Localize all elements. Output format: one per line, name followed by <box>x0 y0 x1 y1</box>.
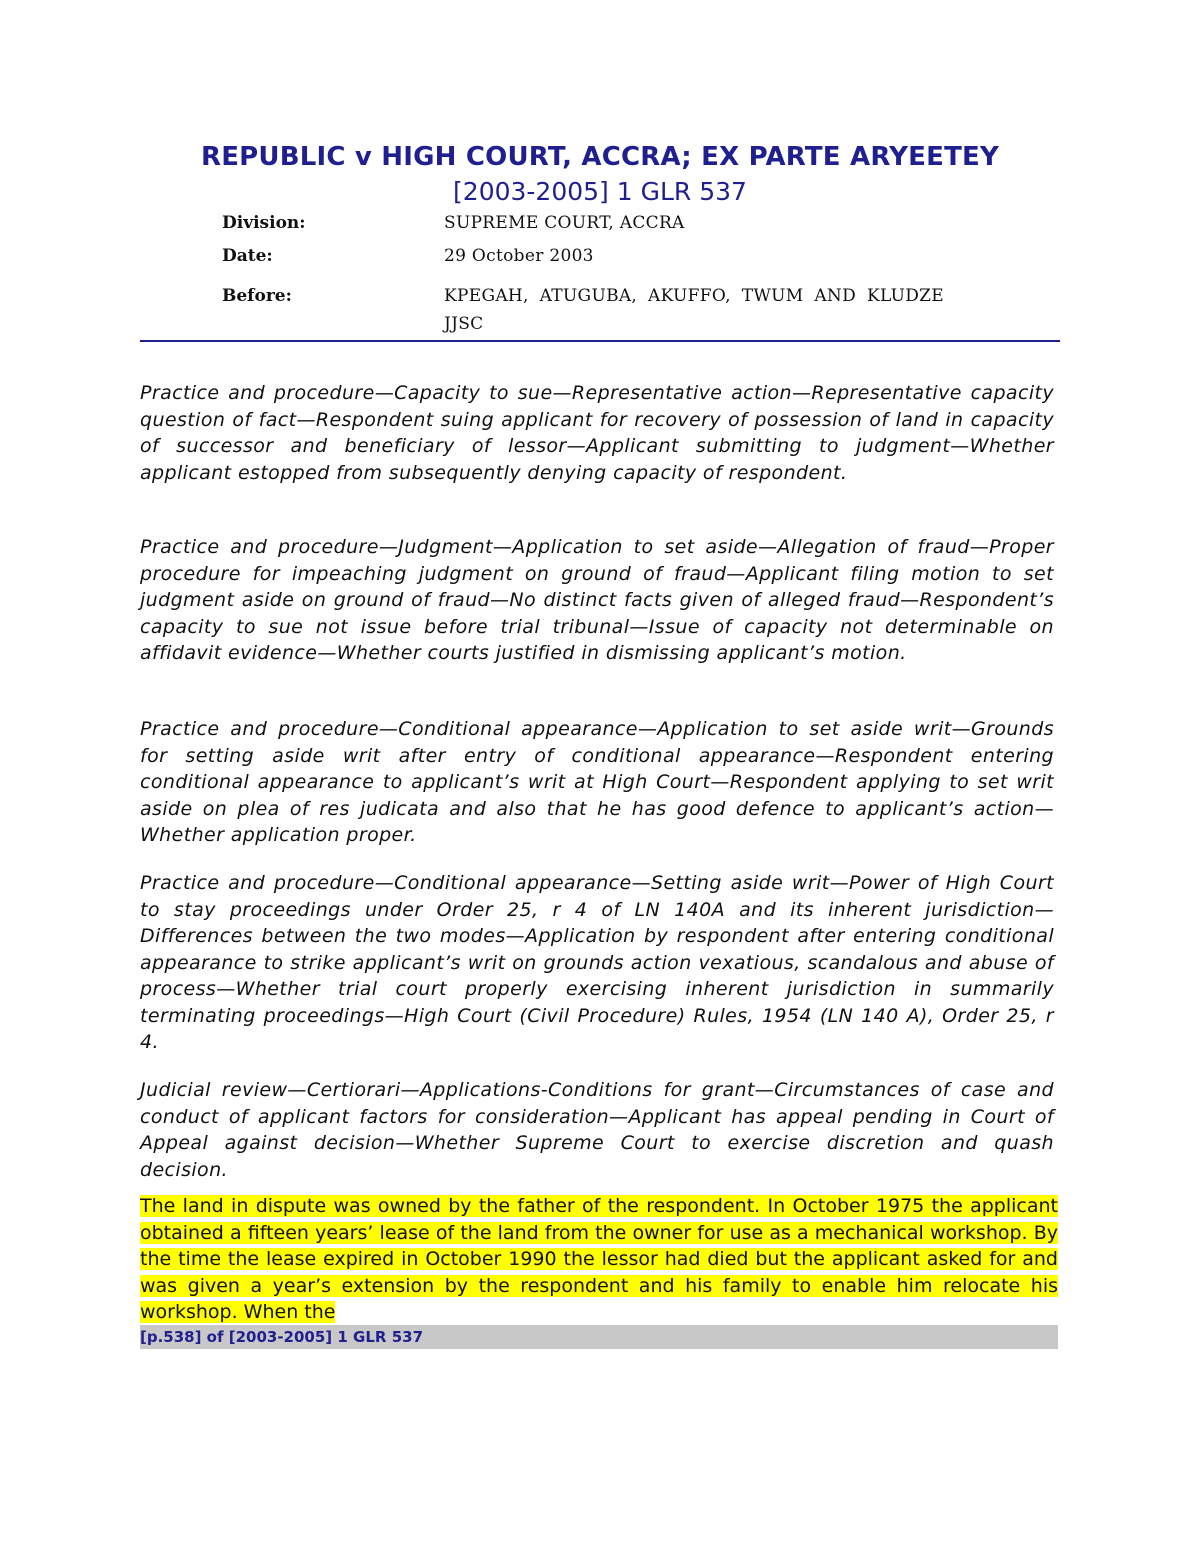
case-title: REPUBLIC v HIGH COURT, ACCRA; EX PARTE ARYEETEY <box>200 142 1000 172</box>
highlighted-facts-text: The land in dispute was owned by the father of the respondent. In October 1975 the applicant obtained a fifteen years’ lease of the land from the owner for use as a mechanical workshop. By the time the lease expired in October 1990 the lessor had died but the applicant asked for and was given a year’s extension by the respondent and his family to enable him relocate his workshop. When the <box>140 1195 1058 1323</box>
headnote-capacity-to-sue: Practice and procedure—Capacity to sue—Representative action—Representative capacity question of fact—Respondent suing applicant for recovery of possession of land in capacity of successor and beneficiary of lessor—Applicant submitting to judgment—Whether applicant estopped from subsequently denying capacity of respondent. <box>140 382 1054 484</box>
before-label: Before: <box>222 286 292 306</box>
headnote-judgment-set-aside: Practice and procedure—Judgment—Application to set aside—Allegation of fraud—Proper procedure for impeaching judgment on ground of fraud—Applicant filing motion to set judgment aside on ground of fraud—No distinct facts given of alleged fraud—Respondent’s capacity to sue not issue before trial tribunal—Issue of capacity not determinable on affidavit evidence—Whether courts justified in dismissing applicant’s motion. <box>140 536 1054 664</box>
case-citation: [2003-2005] 1 GLR 537 <box>453 177 747 206</box>
division-value: SUPREME COURT, ACCRA <box>444 213 685 233</box>
date-value: 29 October 2003 <box>444 246 594 266</box>
before-value: KPEGAH, ATUGUBA, AKUFFO, TWUM AND KLUDZE JJSC <box>444 286 944 334</box>
division-label: Division: <box>222 213 306 233</box>
headnote-judicial-review: Judicial review—Certiorari—Applications-Conditions for grant—Circumstances of case and conduct of applicant factors for consideration—Applicant has appeal pending in Court of Appeal against decision—Whether Supreme Court to exercise discretion and quash decision. <box>140 1079 1054 1181</box>
headnote-conditional-appearance: Practice and procedure—Conditional appearance—Application to set aside writ—Grounds for setting aside writ after entry of conditional appearance—Respondent entering conditional appearance to applicant’s writ at High Court—Respondent applying to set writ aside on plea of res judicata and also that he has good defence to applicant’s action—Whether application proper. <box>140 718 1054 846</box>
header-divider <box>140 340 1060 342</box>
case-metadata <box>222 213 944 338</box>
page-marker-bar <box>140 1325 1058 1349</box>
headnote-setting-aside-writ: Practice and procedure—Conditional appearance—Setting aside writ—Power of High Court to stay proceedings under Order 25, r 4 of LN 140A and its inherent jurisdiction—Differences between the two modes—Application by respondent after entering conditional appearance to strike applicant’s writ on grounds action vexatious, scandalous and abuse of process—Whether trial court properly exercising inherent jurisdiction in summarily terminating proceedings—High Court (Civil Procedure) Rules, 1954 (LN 140 A), Order 25, r 4. <box>140 872 1054 1053</box>
facts-paragraph <box>140 1193 1058 1326</box>
date-label: Date: <box>222 246 273 266</box>
page-marker-text: [p.538] of [2003-2005] 1 GLR 537 <box>140 1328 424 1346</box>
